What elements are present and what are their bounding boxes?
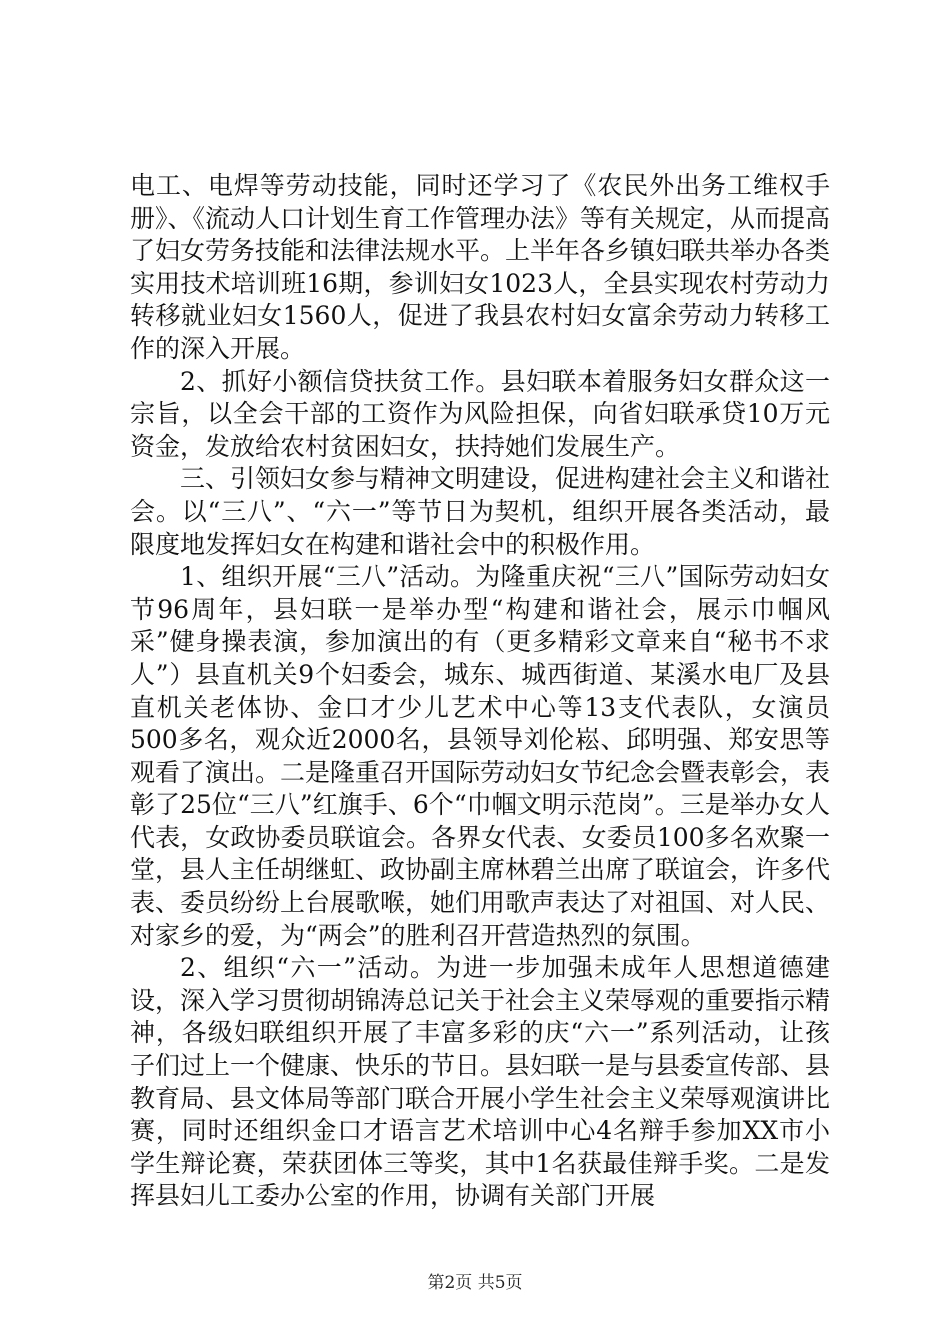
- body-paragraph-section-three: 三、引领妇女参与精神文明建设，促进构建社会主义和谐社会。以“三八”、“六一”等节日为契机，组织开展各类活动，最限度地发挥妇女在构建和谐社会中的积极作用。: [130, 464, 831, 559]
- page-number-footer: 第2页 共5页: [427, 1273, 523, 1293]
- document-body: [130, 170, 830, 1213]
- body-paragraph-womens-day: 1、组织开展“三八”活动。为隆重庆祝“三八”国际劳动妇女节96周年，县妇联一是举办型“构建和谐社会，展示巾帼风采”健身操表演，参加演出的有（更多精彩文章来自“秘书不求人”）县直机关9个妇委会，城东、城西街道、某溪水电厂及县直机关老体协、金口才少儿艺术中心等13支代表队，女演员500多名，观众近2000名，县领导刘伦崧、邱明强、郑安思等观看了演出。二是隆重召开国际劳动妇女节纪念会暨表彰会，表彰了25位“三八”红旗手、6个“巾帼文明示范岗”。三是举办女人代表，女政协委员联谊会。各界女代表、女委员100多名欢聚一堂，县人主任胡继虹、政协副主席林碧兰出席了联谊会，许多代表、委员纷纷上台展歌喉，她们用歌声表达了对祖国、对人民、对家乡的爱，为“两会”的胜利召开营造热烈的氛围。: [130, 562, 831, 950]
- body-paragraph-microcredit: 2、抓好小额信贷扶贫工作。县妇联本着服务妇女群众这一宗旨，以全会干部的工资作为风险担保，向省妇联承贷10万元资金，发放给农村贫困妇女，扶持她们发展生产。: [130, 366, 830, 461]
- body-paragraph-continued: 电工、电焊等劳动技能，同时还学习了《农民外出务工维权手册》、《流动人口计划生育工作管理办法》等有关规定，从而提高了妇女劳务技能和法律法规水平。上半年各乡镇妇联共举办各类实用技术培训班16期，参训妇女1023人，全县实现农村劳动力转移就业妇女1560人，促进了我县农村妇女富余劳动力转移工作的深入开展。: [130, 171, 831, 363]
- body-paragraph-childrens-day: 2、组织“六一”活动。为进一步加强未成年人思想道德建设，深入学习贯彻胡锦涛总记关于社会主义荣辱观的重要指示精神，各级妇联组织开展了丰富多彩的庆“六一”系列活动，让孩子们过上一个健康、快乐的节日。县妇联一是与县委宣传部、县教育局、县文体局等部门联合开展小学生社会主义荣辱观演讲比赛，同时还组织金口才语言艺术培训中心4名辩手参加XX市小学生辩论赛，荣获团体三等奖，其中1名获最佳辩手奖。二是发挥县妇儿工委办公室的作用，协调有关部门开展: [130, 953, 831, 1211]
